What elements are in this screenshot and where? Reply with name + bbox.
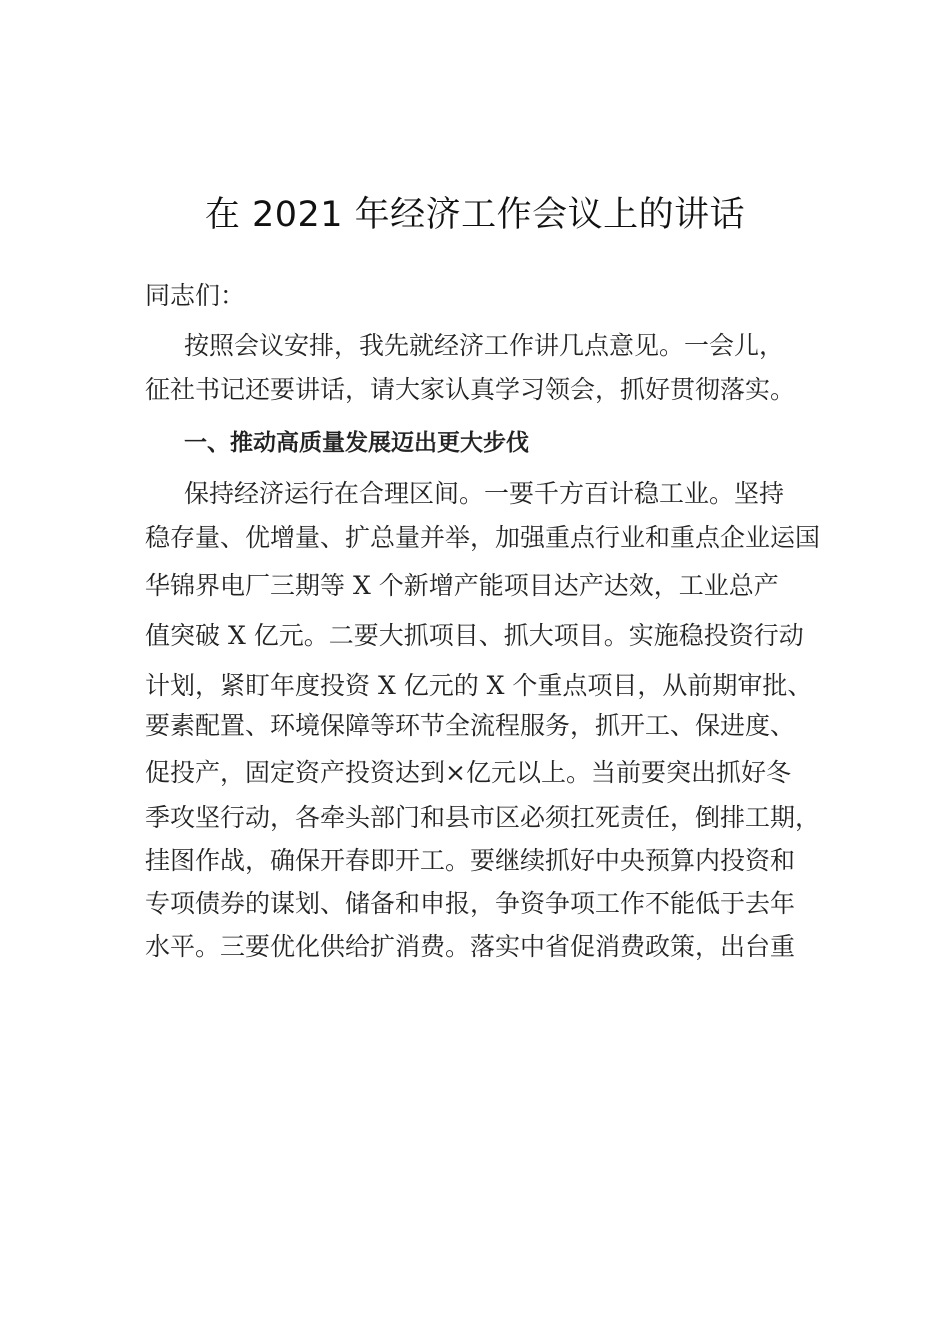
- body-line-5: 计划，紧盯年度投资 X 亿元的 X 个重点项目，从前期审批、: [145, 671, 813, 700]
- body-line-11: 水平。三要优化供给扩消费。落实中省促消费政策，出台重: [145, 932, 796, 961]
- body-line-4: 值突破 X 亿元。二要大抓项目、抓大项目。实施稳投资行动: [145, 621, 804, 650]
- body-line-3: 华锦界电厂三期等 X 个新增产能项目达产达效，工业总产: [145, 571, 779, 600]
- body-line-9: 挂图作战，确保开春即开工。要继续抓好中央预算内投资和: [145, 846, 796, 875]
- body-line-7: 促投产，固定资产投资达到×亿元以上。当前要突出抓好冬: [145, 758, 791, 787]
- document-title: 在 2021 年经济工作会议上的讲话: [204, 195, 746, 235]
- body-line-2: 稳存量、优增量、扩总量并举，加强重点行业和重点企业运国: [145, 523, 821, 552]
- greeting: 同志们：: [145, 281, 246, 310]
- body-line-6: 要素配置、环境保障等环节全流程服务，抓开工、保进度、: [145, 711, 796, 740]
- body-line-1: 保持经济运行在合理区间。一要千方百计稳工业。坚持: [184, 479, 785, 508]
- intro-line-1: 按照会议安排，我先就经济工作讲几点意见。一会儿，: [184, 331, 785, 360]
- body-line-10: 专项债券的谋划、储备和申报，争资争项工作不能低于去年: [145, 889, 796, 918]
- intro-line-2: 征社书记还要讲话，请大家认真学习领会，抓好贯彻落实。: [145, 375, 796, 404]
- body-line-8: 季攻坚行动，各牵头部门和县市区必须扛死责任，倒排工期，: [145, 803, 821, 832]
- section-heading: 一、推动高质量发展迈出更大步伐: [184, 430, 529, 456]
